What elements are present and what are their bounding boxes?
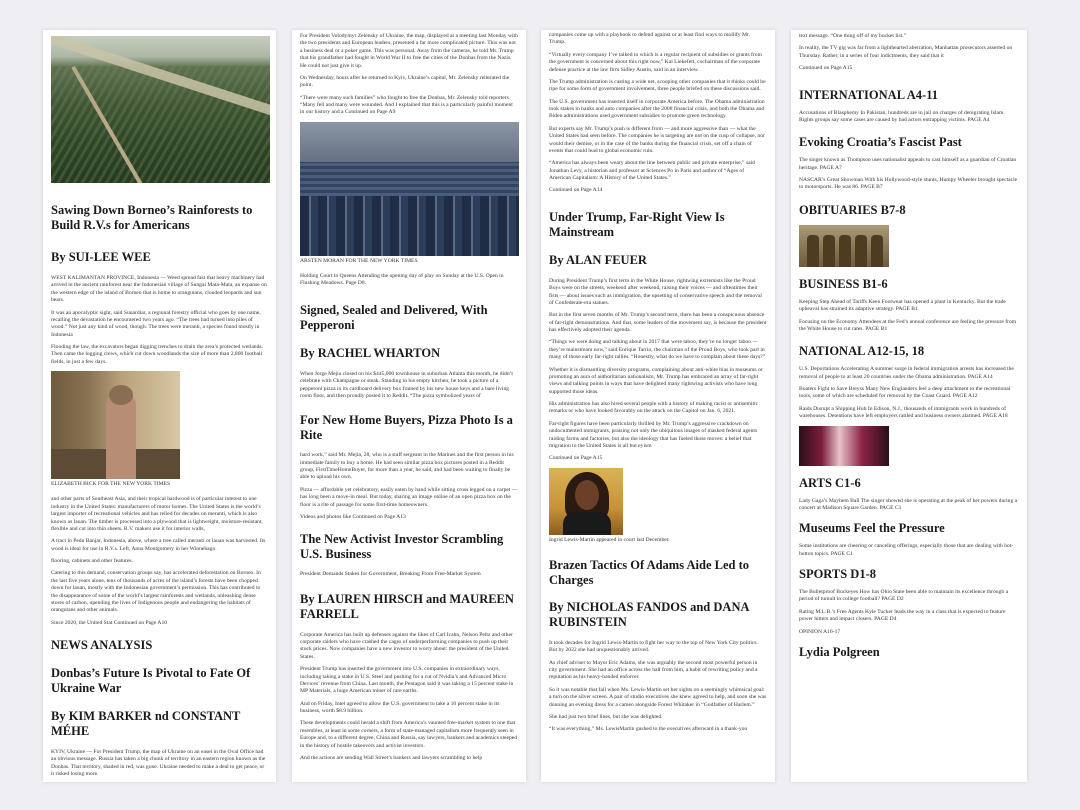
headline-far-right[interactable]: Under Trump, Far-Right View Is Mainstream [549,209,725,239]
photo-caption: Ingrid Lewis-Martin appeared in court last December. [549,536,670,543]
paragraph: But experts say Mr. Trump’s push is different from — and more aggressive than — what the United States had seen before. The companies he is targeting are not on the cusp of collapse, nor would their demise, or in the case of the banks during the financial crisis, set off a chain of events that could lead to global economic ruin. [549,125,765,154]
paragraph: For President Volodymyr Zelensky of Ukraine, the map, displayed at a meeting last Monday with the two presidents and European leaders, presented a far more complicated picture. This was not a business deal or a poker game. This was personal. Away from the cameras, he told Mr. Trump that his grandfather had fought in World War II to free the cities of the Donbas from the Nazis. He could not just give it up. [300,33,518,69]
paragraph: Whether it is dismantling diversity programs, complaining about anti-white bias in museums or promoting an aura of authoritarian nationalism, Mr. Trump has embraced an array of far-right views and talking points in ways that have delighted many rightwing activists who have long supported those ideas. [549,366,763,395]
photo-caption: ARSTEN MORAN FOR THE NEW YORK TIMES [300,257,418,264]
brief: Lady Gaga’s Mayhem Ball The singer showed she is operating at the peak of her powers during a concert at Madison Square Garden. PAGE C1 [799,497,1018,511]
headline-adams-aide[interactable]: Brazen Tactics Of Adams Aide Led to Charges [549,557,750,587]
paragraph: flooring, cabinets and other features. [51,558,134,565]
paragraph: In reality, the TV gig was far from a lighthearted aberration, Manhattan prosecutors asserted on Thursday. Rather, in a series of four indictments, they said that it [799,45,1013,59]
headline-museums[interactable]: Museums Feel the Pressure [799,521,945,536]
paragraph: text message. “One thing off of my bucket list.” [799,33,907,39]
paragraph: On Wednesday, hours after he returned to Kyiv, Ukraine’s capital, Mr. Zelensky reiterated the point. [300,74,510,89]
paragraph: As chief adviser to Mayor Eric Adams, she was arguably the second most powerful person in city government. She had an office across the hall from him, a habit of rewriting policy and a reputation as his heavy-handed enforcer. [549,659,758,681]
forest-aerial-photo [51,36,270,183]
paragraph: “It was everything,” Ms. LewisMartin gushed to the executives afterward in a thank-you [549,726,748,733]
headline-borneo[interactable]: Sawing Down Borneo’s Rainforests to Build R.V.s for Americans [51,203,253,232]
byline-lydia-polgreen[interactable]: Lydia Polgreen [799,644,880,659]
paragraph: Holding Court in Queens Attending the opening day of play on Sunday at the U.S. Open in Flushing Meadows. Page D8. [300,273,504,287]
concert-photo [799,426,889,466]
photo-caption: ELIZABETH BICK FOR THE NEW YORK TIMES [51,481,171,488]
paragraph: Catering to this demand, conservation groups say, has accelerated deforestation on Borneo. In the last five years alone, tens of thousands of acres of the island’s forests have been chopped down for lauan, mostly with the Indonesian government’s permission. This has contributed to the disappearance of some of the world’s largest rainforests and wetlands, unleashing dense stores of carbon, upending the lives of Indigenous people and endangering the habitats of orangutans and other animals. [51,570,261,614]
brief: Focusing on the Economy Attendees at the Fed’s annual conference are feeling the pressure from the White House to cut rates. PAGE B1 [799,318,1017,332]
brief: Rating M.L.B.’s Free Agents Kyle Tucker leads the way in a class that is expected to feature power hitters and impact closers. PAGE D4 [799,608,1006,623]
continued-link[interactable]: “There were many such families” who fought to free the Donbas, Mr. Zelensky told reporters. “Many fell and many were wounded. And I explained that this is a particularly painful moment in our history and a Continued on Page A9 [300,94,513,116]
paragraph: A tract in Pedu Banjar, Indonesia, above, where a tree called meranti or lauan was harvested. Its wood is ideal for use in R.V.s. Left, Anna Montgomery in her Winnebago. [51,538,266,552]
headline-activist-investor[interactable]: The New Activist Investor Scrambling U.S. Business [300,532,504,562]
rv-kitchen-photo [51,371,180,479]
brief: The Bulletproof Buckeyes How has Ohio State been able to maintain its excellence through a period of tumult in college football? PAGE D2 [799,589,1009,603]
brief: NASCAR’s Great Showman With his Hollywood-style stunts, Humpy Wheeler brought spectacle to motorsports. He was 86. PAGE B7 [799,177,1018,191]
byline-alan-feuer: By ALAN FEUER [549,252,647,267]
byline-fandos-rubinstein: By NICHOLAS FANDOS and DANA RUBINSTEIN [549,599,749,629]
brief: The singer known as Thompson uses nationalist appeals to cast himself as a guardian of Croatian heritage. PAGE A7 [799,157,1017,171]
brief: OPINION A16-17 [799,628,841,635]
brief: Raids Disrupt a Shipping Hub In Edison, N.J., thousands of immigrants work in hundreds of warehouses. Detentions have left employers rattled and business owners alarmed. PAGE A18 [799,405,1008,420]
continued-link[interactable]: Continued on Page A15 [799,65,853,72]
headline-donbas[interactable]: Donbas’s Future Is Pivotal to Fate Of Ukraine War [51,666,251,696]
paragraph: It was an apocalyptic sight, said Sunardiar, a regional forestry official who goes by one name, recalling the devastation he encountered two years ago. “The trees had turned into piles of wood.” Not just any kind of wood, though. The trees were meranti, a species found mostly in Indonesia [51,309,261,338]
brief: Some institutions are cheering or canceling offerings, especially those that are dealing with hot-button topics. PAGE C1 [799,543,1014,557]
paragraph: KYIV, Ukraine — For President Trump, the map of Ukraine on an easel in the Oval Office had an obvious message. Russia has taken a big chunk of territory in an eastern region known as the Donbas. That territory, shaded in red, was gone. Ukraine needed to make a deal to get peace, or it risked losing more. [51,749,266,778]
paragraph: “Virtually every company I’ve talked to which is a regular recipient of subsidies or grants from the government is concerned about this right now,” Kai Liekefett, cochairman of the corporate defense practice at the law firm Sidley Austin, said in an interview. [549,51,762,73]
paragraph: and other parts of Southeast Asia, and their tropical hardwood is of particular interest to one industry in the United States: manufacturers of motor homes. The United States is the world’s largest importer of recreational vehicles and has relied for decades on meranti, which is also known as lauan. The timber is processed into a plywood that is lightweight, moisture-resistant, flexible and cut into thin sheets. R.V. makers use it for interior walls, [51,496,263,532]
paragraph: The Trump administration is casting a wide net, scooping other companies that it thinks could be ripe for some form of government involvement, three people briefed on these discussions said. [549,78,766,93]
byline-rachel-wharton: By RACHEL WHARTON [300,345,441,360]
section-national[interactable]: NATIONAL A12-15, 18 [799,344,925,359]
section-business[interactable]: BUSINESS B1-6 [799,276,888,291]
lewis-martin-portrait [549,468,623,535]
headline-pepperoni[interactable]: Signed, Sealed and Delivered, With Pepperoni [300,302,488,332]
continued-link[interactable]: Since 2020, the United Stat Continued on Page A10 [51,619,168,626]
paragraph: “America has always been weary about the line between public and private enterprise,” said Jonathan Levy, a historian and professor at Sciences Po in Paris and author of “Ages of American Capitalism: A History of the United States.” [549,160,755,181]
paragraph: So it was notable that fall when Ms. Lewis-Martin set her sights on a seemingly whimsical goal: a turn on the silver screen. A pair of studio executives she knew agreed to help, and soon she was donning an evening dress for a cameo alongside Forest Whitaker in “Godfather of Harlem.” [549,686,767,708]
paragraph: President Trump has inserted the government into U.S. companies in extraordinary ways, including taking a stake in U.S. Steel and pushing for a cut of Nvidia’s and Advanced Micro Devices’ revenue from China. Last month, the Pentagon said it was taking a 15 percent stake in MP Materials, a huge American miner of rare earths. [300,666,514,695]
brief: Boaters Fight to Save Breyss Many New Englanders feel a deep attachment to the recreational tools, some of which are scheduled for removal by the Coast Guard. PAGE A12 [799,386,1011,400]
paragraph: The U.S. government has inserted itself in corporate America before. The Obama administration took stakes in banks and auto companies after the 2008 financial crisis, and both the Obama and Biden administrations used government subsidies to promote green technology. [549,98,765,120]
continued-link[interactable]: Continued on Page A15 [549,455,603,462]
page-column-3 [541,30,775,782]
paragraph: But in the first seven months of Mr. Trump’s second term, there has been a conspicuous absence of far-right demonstrations. And that, some leaders of the movement say, is because the president has effectively adopted their agenda. [549,312,767,333]
paragraph: Flooding the law, the excavators began digging trenches to drain the area’s protected wetlands. Then came the logging crews, which cut down woodlands the size of more than 2,800 football fields, in just a few days. [51,344,263,365]
paragraph: “Things we were doing and talking about in 2017 that were taboo, they’re no longer taboo — they’re mainstream now,” said Enrique Tarrio, the chairman of the Proud Boys, who took part in many of those early far-right rallies. “Honestly, what do we have to complain about these days?” [549,339,766,361]
us-open-crowd-photo [300,122,519,256]
continued-link[interactable]: Videos and photos like Continued on Page A13 [300,513,406,520]
paragraph: During President Trump’s first term in the White House, rightwing extremists like the Proud Boys were on the streets, weekend after weekend, raising their voices — and oftentimes their fists — about issues such as immigration, the upsetting of conservative speech and the removal of Confederate-era statues. [549,277,762,306]
headline-croatia[interactable]: Evoking Croatia’s Fascist Past [799,135,962,150]
headline-pizza-rite[interactable]: For New Home Buyers, Pizza Photo Is a Rite [300,413,513,443]
paragraph: She had just two brief lines, but she was delighted. [549,713,663,720]
continued-link[interactable]: Continued on Page A14 [549,187,603,194]
byline-kim-barker: By KIM BARKER nd CONSTANT MÉHE [51,709,241,739]
paragraph: It took decades for Ingrid Lewis-Martin to fight her way to the top of New York City politics. But by 2022 she had unquestionably arrived. [549,639,758,654]
byline-hirsch-farrell: By LAUREN HIRSCH and MAUREEN FARRELL [300,591,514,621]
paragraph: Far-right figures have been particularly thrilled by Mr. Trump’s aggressive crackdown on undocumented immigrants, praising not only the ubiquitous images of masked federal agents raiding farms and factories, but also the ideology that has fueled those moves: a belief that migration to the United States is all but eyism [549,420,758,449]
section-international[interactable]: INTERNATIONAL A4-11 [799,87,939,102]
brief: Accusations of Blasphemy In Pakistan, hundreds are in jail on charges of denigrating Islam. Rights groups say some cases are caused by bad actors entrapping victims. PAGE A4 [799,109,1005,123]
paragraph: And the actions are sending Wall Street’s bankers and lawyers scrambling to help [300,754,483,761]
paragraph: And on Friday, Intel agreed to allow the U.S. government to take a 10 percent stake in its business, worth $8.9 billion. [300,700,500,715]
brief: Keeping Step Ahead of Tariffs Keen Footwear has opened a plant in Kentucky. But the trade upheaval has strained its adaptive strategy. PAGE B1 [799,298,1006,313]
boots-photo [799,225,889,267]
paragraph: Pizza — affordable yet celebratory, easily eaten by hand while sitting cross legged on a carpet — has long been a move-in meal. But today, sharing an image online of an open pizza box on the floor is a rite of passage for some first-time homeowners. [300,486,518,508]
section-sports[interactable]: SPORTS D1-8 [799,567,877,581]
page-column-1 [43,30,276,782]
section-news-analysis: NEWS ANALYSIS [51,638,153,653]
brief: U.S. Deportations Accelerating A summer surge in federal immigration arrests has increased the removal of people to at least 20 countries under the Obama administration. PAGE A14 [799,366,1014,380]
paragraph: WEST KALIMANTAN PROVINCE, Indonesia — Weed spread fast that heavy machinery had arrived in the ancient rainforest near the Indonesian village of Sungai Mata-Mata, an expanse on the western edge of the island of Borneo that is home to orangutans, clouded leopards and sun bears. [51,275,267,304]
paragraph: His administration has also hired several people with a history of making racist or antisemitic remarks or who have looked favorably on the attack on the Capitol on Jan. 6, 2021. [549,401,759,415]
section-obituaries[interactable]: OBITUARIES B7-8 [799,202,906,217]
section-arts[interactable]: ARTS C1-6 [799,475,861,490]
paragraph: Corporate America has built up defenses against the likes of Carl Icahn, Nelson Peltz and other corporate raiders who have crashed the cages of underperforming companies to push up their stock prices. Now companies have a new investor to worry about: the president of the United States. [300,631,513,660]
paragraph: hard work,” said Mr. Mejia, 28, who is a staff sergeant in the Marines and the first person in his immediate family to buy a home. He had seen similar pizza box pictures posted in a Reddit group, FirstTimeHomeBuyer, for more than a year, he said, and had been waiting to finally be able to upload his own. [300,452,514,481]
paragraph: When Jorge Mejia closed on his $445,000 townhouse in suburban Atlanta this month, he didn’t celebrate with Champagne or steak. Standing in his empty kitchen, he took a picture of a pepperoni pizza in its cardboard delivery box framed by his new house keys and a bare living room floor, and then proudly posted it to Reddit. “The pizza symbolized years of [300,370,513,399]
page-column-2 [292,30,526,782]
paragraph: companies come up with a playbook to defend against or at least find ways to mollify Mr. Trump. [549,32,750,46]
byline-sui-lee-wee: By SUI-LEE WEE [51,250,151,264]
paragraph: These developments could herald a shift from America’s vaunted free-market system to one that resembles, at least in some corners, a form of state-managed capitalism more frequently seen in Europe and, to a different degree, China and Russia, say lawyers, bankers and academics steeped in the history of hostile takeovers and activist investors. [300,720,518,749]
subheadline: President Demands Stakes for Government, Breaking From Free-Market System [300,571,481,578]
page-column-4 [791,30,1027,782]
